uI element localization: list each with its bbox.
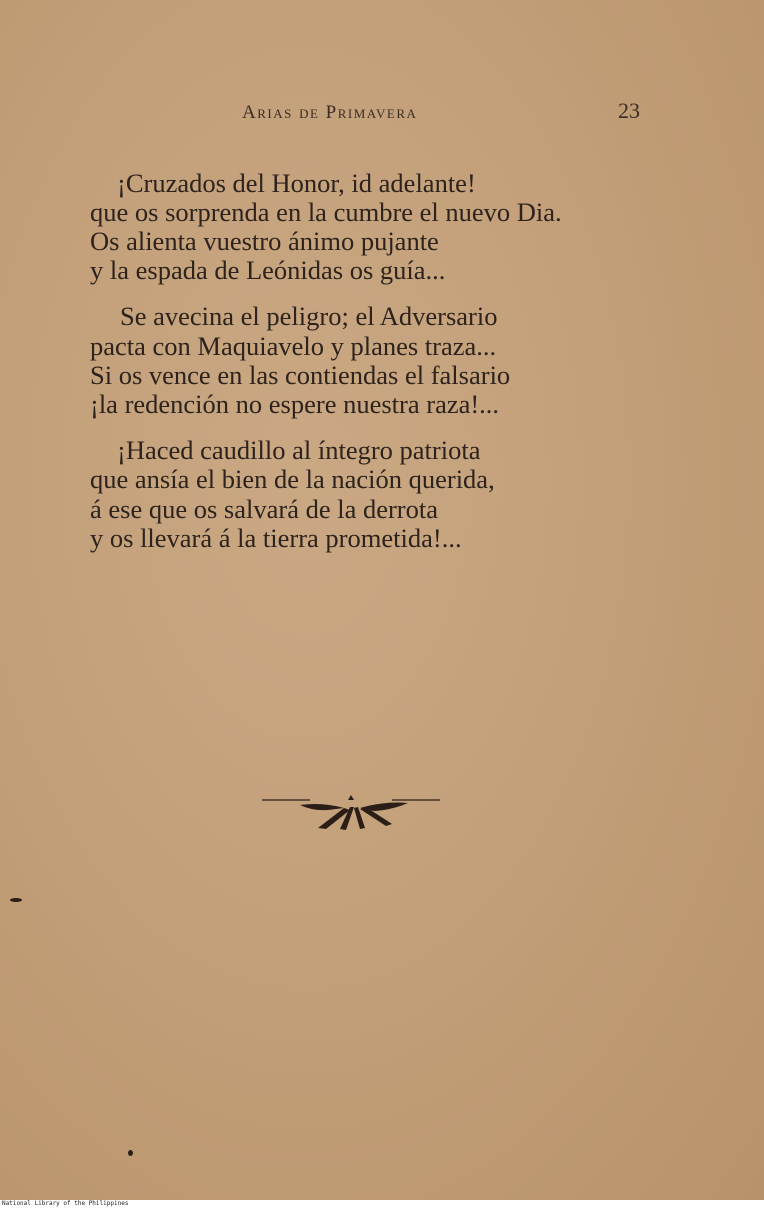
poem-line: Si os vence en las contiendas el falsario <box>90 360 511 390</box>
running-title: Arias de Primavera <box>242 102 418 123</box>
library-credit: National Library of the Philippines <box>2 1200 129 1207</box>
ink-speck <box>10 898 22 902</box>
poem-line: á ese que os salvará de la derrota <box>90 494 439 524</box>
ink-speck <box>128 1150 133 1156</box>
poem-line: ¡la redención no espere nuestra raza!... <box>90 389 500 419</box>
poem-line: Os alienta vuestro ánimo pujante <box>90 226 439 256</box>
poem-line: y os llevará á la tierra prometida!... <box>90 523 462 553</box>
poem-line: ¡Cruzados del Honor, id adelante! <box>117 168 476 198</box>
footer-strip <box>0 1200 764 1208</box>
poem-line: y la espada de Leónidas os guía... <box>90 255 446 285</box>
poem-line: que ansía el bien de la nación querida, <box>90 464 495 494</box>
tailpiece-ornament-icon <box>262 792 440 832</box>
page-number: 23 <box>618 98 640 123</box>
poem-line: pacta con Maquiavelo y planes traza... <box>90 331 497 361</box>
poem-line: Se avecina el peligro; el Adversario <box>120 301 498 331</box>
poem-line: que os sorprenda en la cumbre el nuevo Dia. <box>90 197 562 227</box>
poem-line: ¡Haced caudillo al íntegro patriota <box>117 435 481 465</box>
